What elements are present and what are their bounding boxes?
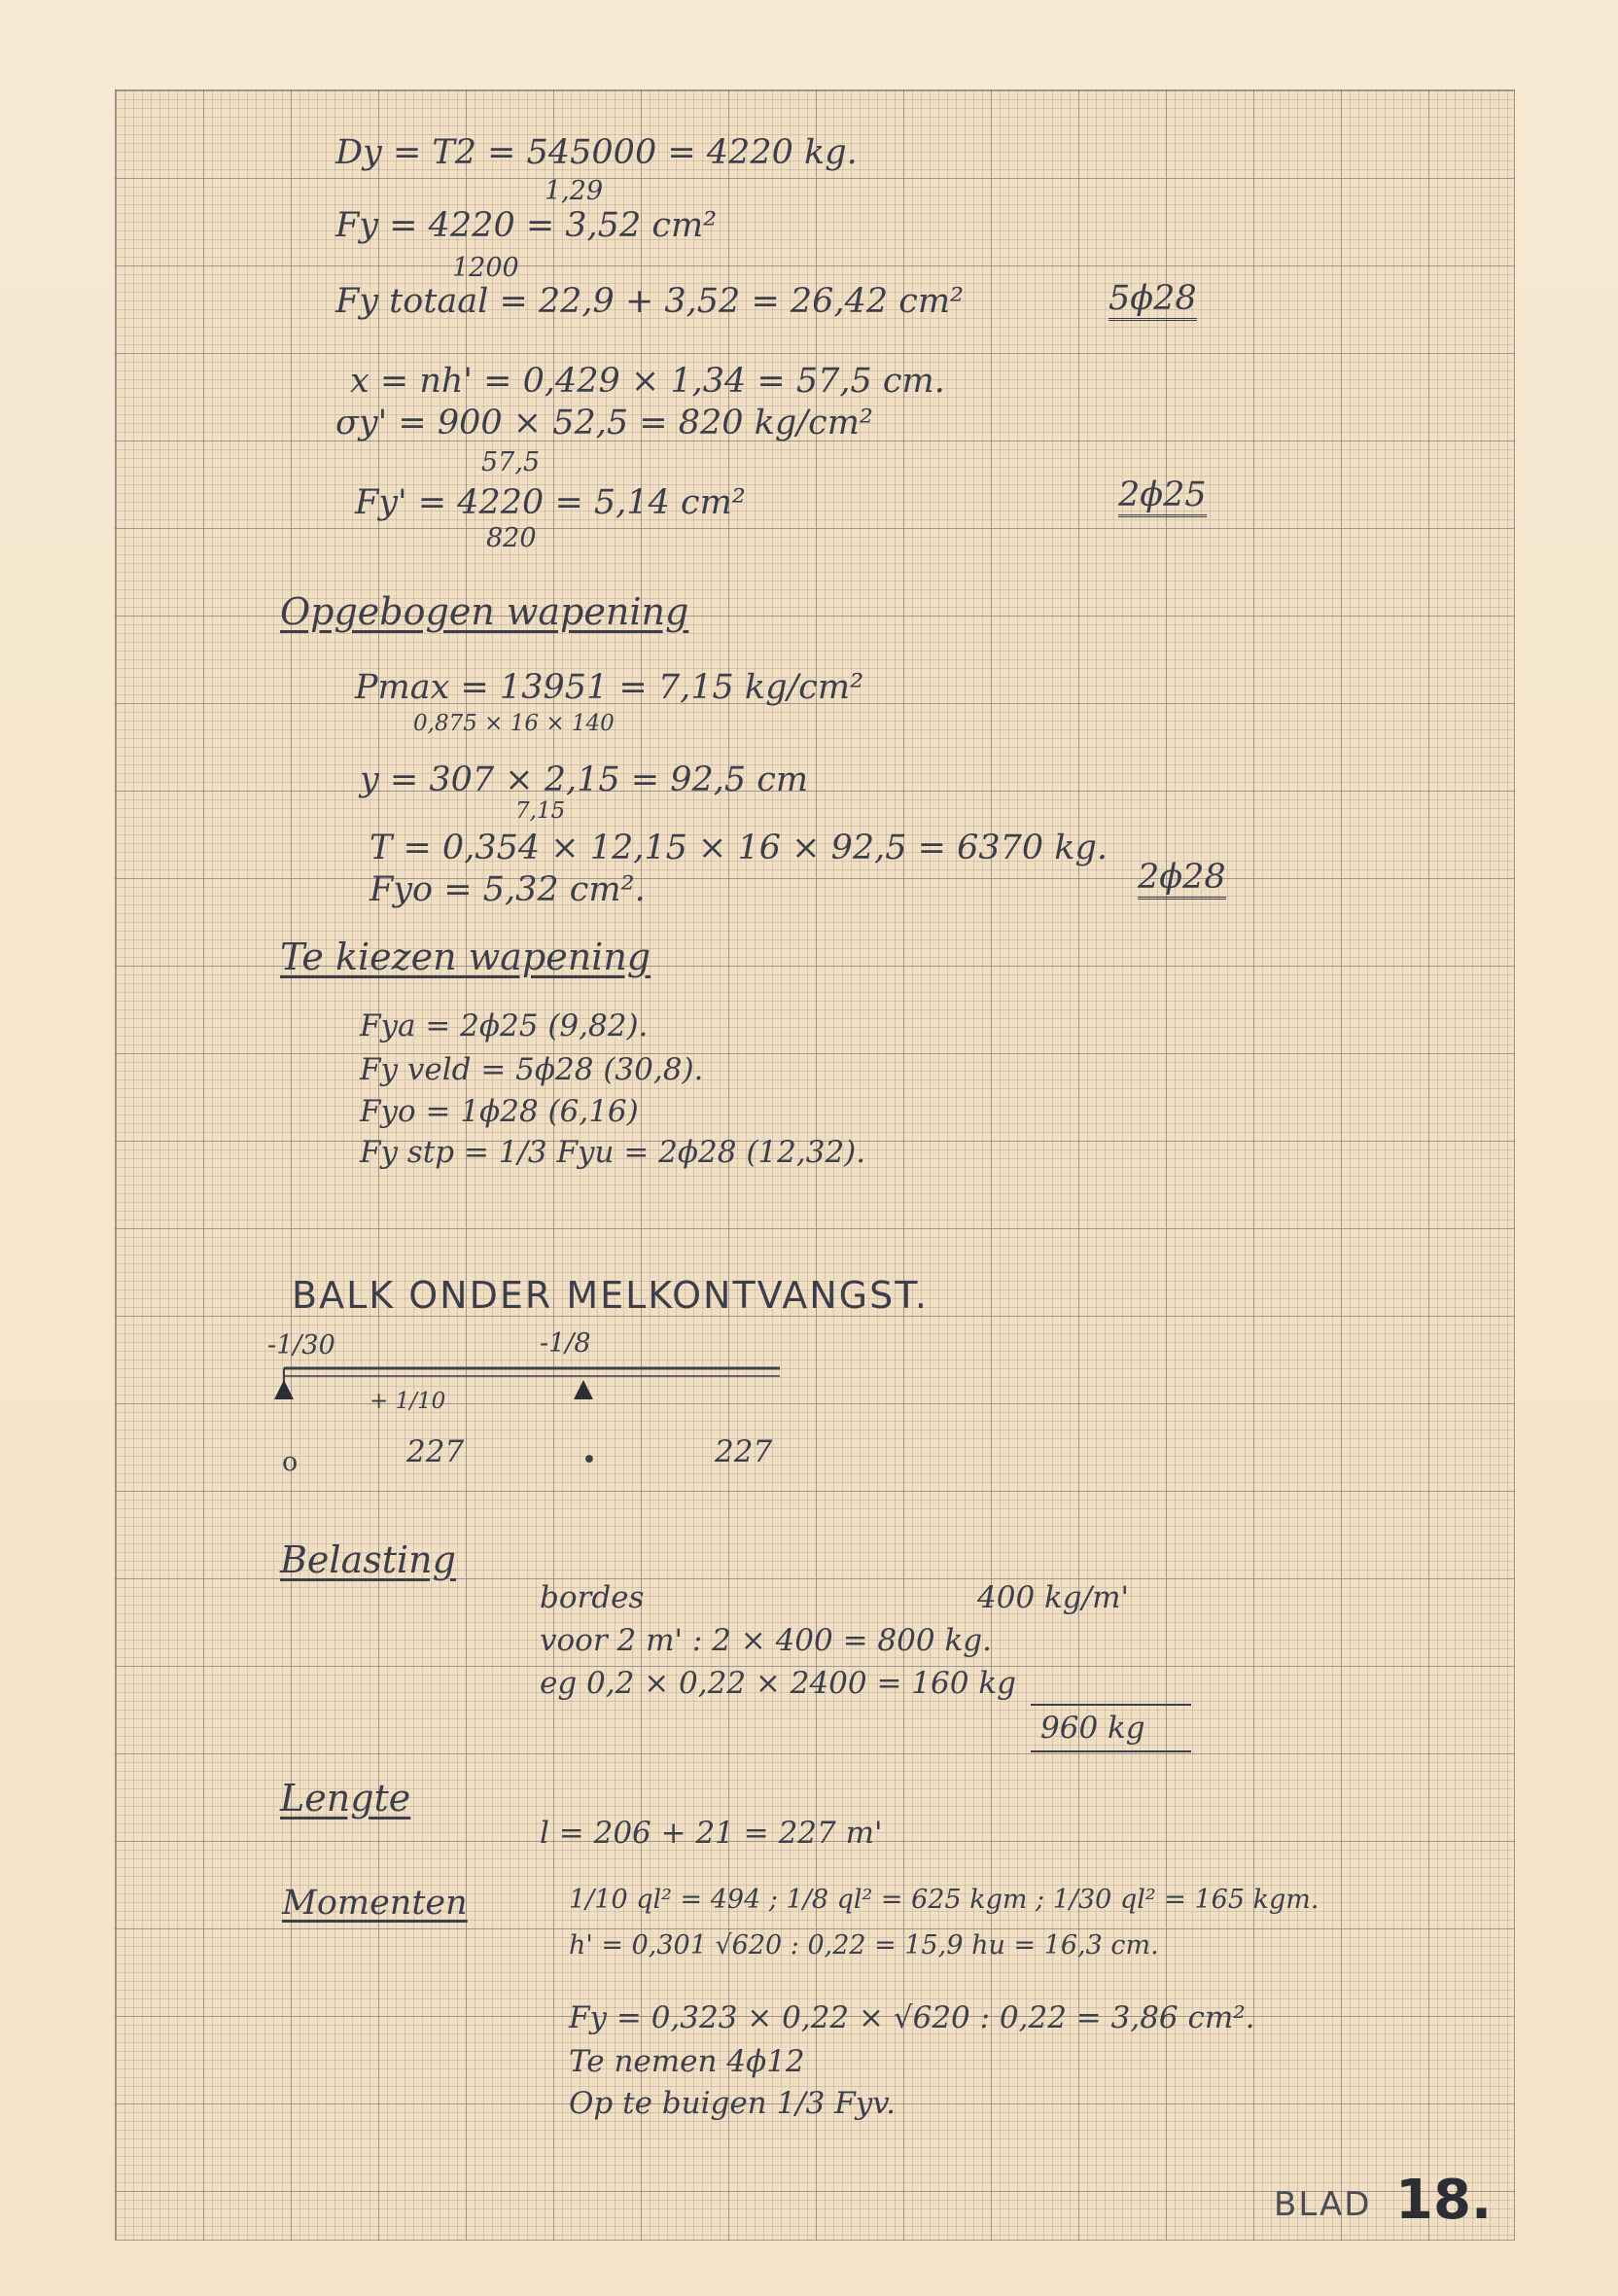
beam-diagram — [272, 1357, 797, 1415]
rebar-top-main: 5ϕ28 — [1108, 282, 1197, 321]
kiezen-fya: Fya = 2ϕ25 (9,82). — [360, 1008, 649, 1043]
blad-number: 18. — [1395, 2169, 1493, 2232]
support-left-icon — [274, 1380, 294, 1399]
moment-support-left: -1/30 — [267, 1330, 335, 1360]
calc-fyo: Fyo = 5,32 cm². — [369, 870, 646, 909]
heading-balk: BALK ONDER MELKONTVANGST. — [292, 1274, 930, 1317]
span-marker-mid: • — [581, 1445, 597, 1475]
belasting-bordes-value: 400 kg/m' — [977, 1580, 1130, 1615]
calc-fy-totaal: Fy totaal = 22,9 + 3,52 = 26,42 cm² — [335, 282, 965, 321]
calc-pmax-denominator: 0,875 × 16 × 140 — [413, 711, 615, 736]
rebar-top-secondary: 2ϕ25 — [1118, 478, 1207, 517]
moment-field: + 1/10 — [369, 1389, 446, 1414]
momenten-te-nemen: Te nemen 4ϕ12 — [569, 2044, 805, 2079]
calc-sigma-denominator: 57,5 — [481, 447, 541, 477]
belasting-eg: eg 0,2 × 0,22 × 2400 = 160 kg — [540, 1666, 1016, 1701]
calc-dy: Dy = T2 = 545000 = 4220 kg. — [335, 133, 858, 172]
span-length-2: 227 — [715, 1434, 773, 1469]
heading-lengte: Lengte — [280, 1777, 411, 1819]
blad-label: BLAD — [1274, 2185, 1372, 2224]
heading-opgebogen-wapening: Opgebogen wapening — [280, 590, 689, 633]
momenten-line-1: 1/10 ql² = 494 ; 1/8 ql² = 625 kgm ; 1/30 ql² = 165 kgm. — [569, 1885, 1319, 1915]
rebar-opgebogen: 2ϕ28 — [1138, 861, 1226, 900]
calc-x: x = nh' = 0,429 × 1,34 = 57,5 cm. — [350, 362, 945, 401]
calc-fy-prime-denominator: 820 — [486, 523, 537, 553]
calc-fy: Fy = 4220 = 3,52 cm² — [335, 206, 718, 245]
kiezen-fy-veld: Fy veld = 5ϕ28 (30,8). — [360, 1052, 704, 1087]
belasting-bordes: bordes — [540, 1580, 645, 1615]
kiezen-fyo: Fyo = 1ϕ28 (6,16) — [360, 1094, 639, 1129]
sum-line — [1031, 1704, 1191, 1706]
span-length-1: 227 — [406, 1434, 465, 1469]
sum-line-bottom — [1031, 1750, 1191, 1752]
calc-fy-denominator: 1200 — [452, 253, 519, 283]
support-mid-icon — [574, 1380, 593, 1399]
belasting-voor: voor 2 m' : 2 × 400 = 800 kg. — [540, 1623, 992, 1658]
calc-pmax: Pmax = 13951 = 7,15 kg/cm² — [355, 668, 864, 707]
calc-dy-denominator: 1,29 — [545, 176, 604, 206]
moment-support-mid: -1/8 — [540, 1328, 591, 1359]
momenten-fy: Fy = 0,323 × 0,22 × √620 : 0,22 = 3,86 cm². — [569, 2000, 1255, 2035]
lengte-value: l = 206 + 21 = 227 m' — [540, 1816, 883, 1851]
momenten-line-2: h' = 0,301 √620 : 0,22 = 15,9 hu = 16,3 cm. — [569, 1930, 1159, 1960]
calc-y-denominator: 7,15 — [515, 798, 566, 824]
momenten-op-te-buigen: Op te buigen 1/3 Fyv. — [569, 2086, 896, 2121]
calc-y: y = 307 × 2,15 = 92,5 cm — [360, 760, 809, 799]
calc-sigma: σy' = 900 × 52,5 = 820 kg/cm² — [335, 404, 873, 442]
calc-t: T = 0,354 × 12,15 × 16 × 92,5 = 6370 kg. — [369, 829, 1108, 867]
kiezen-fy-stp: Fy stp = 1/3 Fyu = 2ϕ28 (12,32). — [360, 1135, 866, 1170]
heading-te-kiezen-wapening: Te kiezen wapening — [280, 936, 651, 978]
span-marker-left: o — [282, 1447, 299, 1477]
heading-momenten: Momenten — [282, 1884, 468, 1923]
belasting-total: 960 kg — [1040, 1711, 1145, 1746]
heading-belasting: Belasting — [280, 1538, 456, 1581]
calc-fy-prime: Fy' = 4220 = 5,14 cm² — [355, 483, 746, 522]
